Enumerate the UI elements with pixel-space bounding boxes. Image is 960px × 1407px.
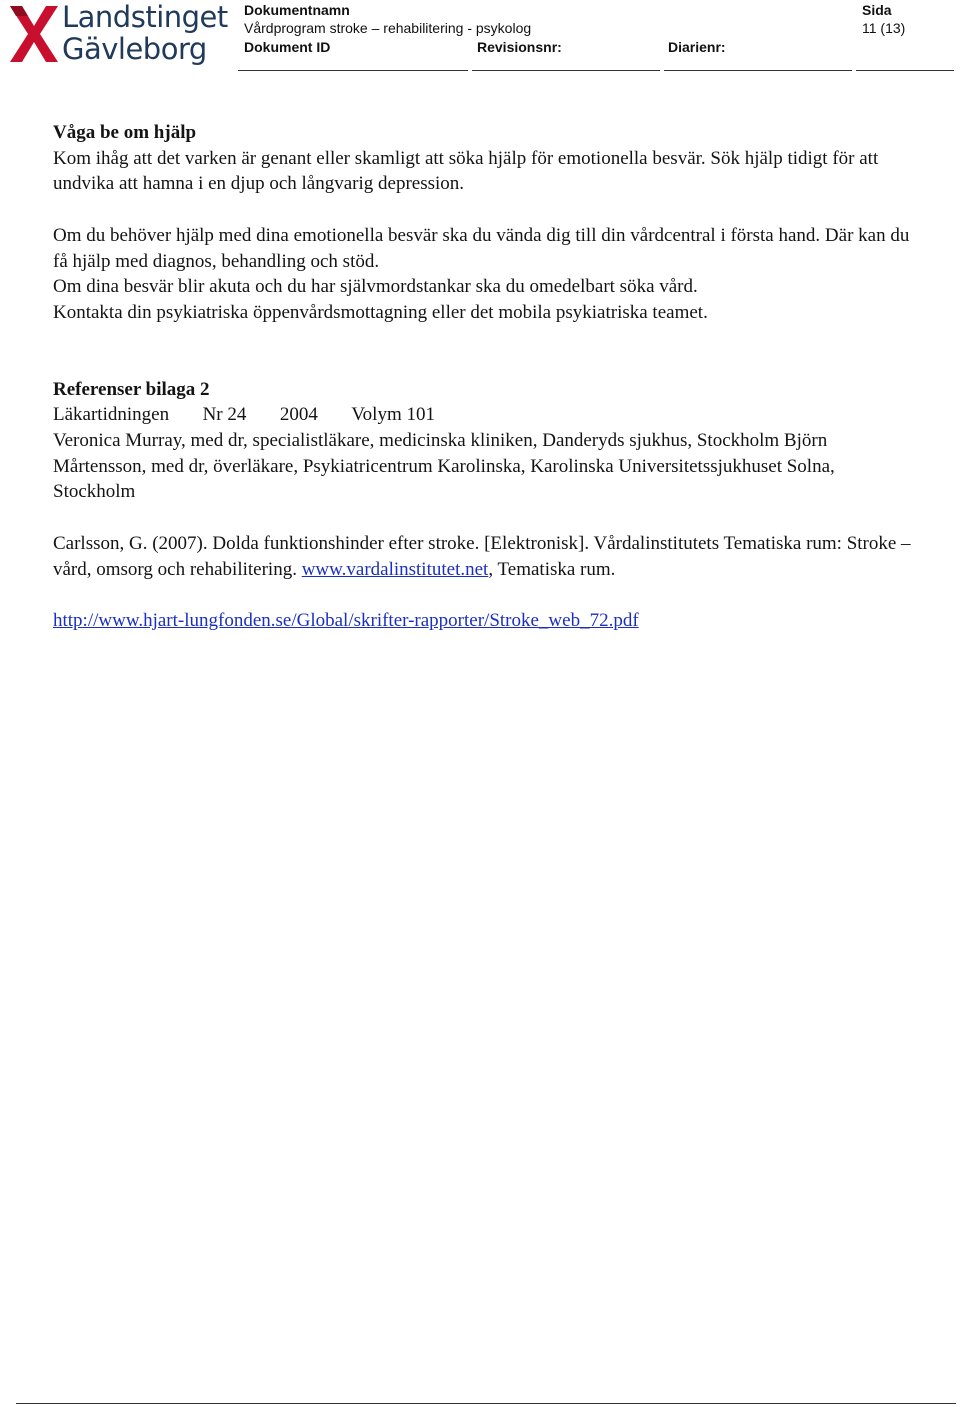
page-label: Sida [862, 2, 892, 18]
doc-name-value: Vårdprogram stroke – rehabilitering - psykolog [244, 20, 532, 36]
author-details: , med dr, specialistläkare, medicinska kliniken, Danderyds sjukhus, Stockholm Björn Mårtensson, med dr, överläkare, Psykiatricentrum Karolinska, Karolinska Universitetssjukhuset Solna, Stockholm [53, 430, 835, 503]
vardalinstitutet-link[interactable]: www.vardalinstitutet.net [301, 558, 489, 580]
doc-id-label: Dokument ID [244, 39, 331, 55]
author-name: Veronica Murray [53, 430, 182, 452]
header-rule-2 [472, 70, 660, 71]
document-body [53, 120, 913, 634]
header-rule-4 [856, 70, 954, 71]
carlsson-citation: Carlsson, G. (2007). Dolda funktionshinder efter stroke. [Elektronisk]. Vårdalinstitutets Tematiska rum: Stroke – vård, omsorg och rehabilitering. [53, 532, 911, 580]
header-rule-3 [664, 70, 852, 71]
footer-rule [16, 1403, 956, 1404]
carlsson-tail: , Tematiska rum. [488, 558, 616, 580]
diarie-label: Diarienr: [668, 39, 726, 55]
page-number: 11 (13) [862, 20, 906, 36]
journal-volume: Volym 101 [351, 404, 435, 426]
reference-hjart-lungfonden [53, 608, 913, 634]
paragraph-kontakta: Kontakta din psykiatriska öppenvårdsmottagning eller det mobila psykiatriska teamet. [53, 301, 708, 323]
doc-name-label: Dokumentnamn [244, 2, 350, 18]
landstinget-gavleborg-logo [8, 2, 233, 68]
section-heading-be-om-hjalp: Våga be om hjälp [53, 122, 197, 143]
reference-journal [53, 402, 913, 428]
revision-label: Revisionsnr: [477, 39, 562, 55]
logo-mark-icon [8, 2, 60, 66]
paragraph-vardcentral: Om du behöver hjälp med dina emotionella besvär ska du vända dig till din vårdcentral i första hand. Där kan du få hjälp med diagnos, behandling och stöd. [53, 224, 910, 272]
journal-number: Nr 24 [202, 404, 247, 426]
hjart-lungfonden-link[interactable]: http://www.hjart-lungfonden.se/Global/skrifter-rapporter/Stroke_web_72.pdf [53, 609, 639, 631]
logo-text-line2: Gävleborg [62, 32, 207, 66]
logo-text-line1: Landstinget [62, 0, 228, 34]
page-header [0, 0, 960, 72]
reference-authors [53, 428, 913, 505]
references-heading: Referenser bilaga 2 [53, 378, 210, 400]
header-rule-1 [238, 70, 468, 71]
journal-name: Läkartidningen [53, 404, 170, 426]
paragraph-intro: Kom ihåg att det varken är genant eller skamligt att söka hjälp för emotionella besvär. Sök hjälp tidigt för att undvika att hamna i en djup och långvarig depression. [53, 147, 879, 195]
paragraph-akut: Om dina besvär blir akuta och du har självmordstankar ska du omedelbart söka vård. [53, 276, 698, 298]
journal-year: 2004 [279, 404, 318, 426]
reference-carlsson [53, 531, 913, 582]
